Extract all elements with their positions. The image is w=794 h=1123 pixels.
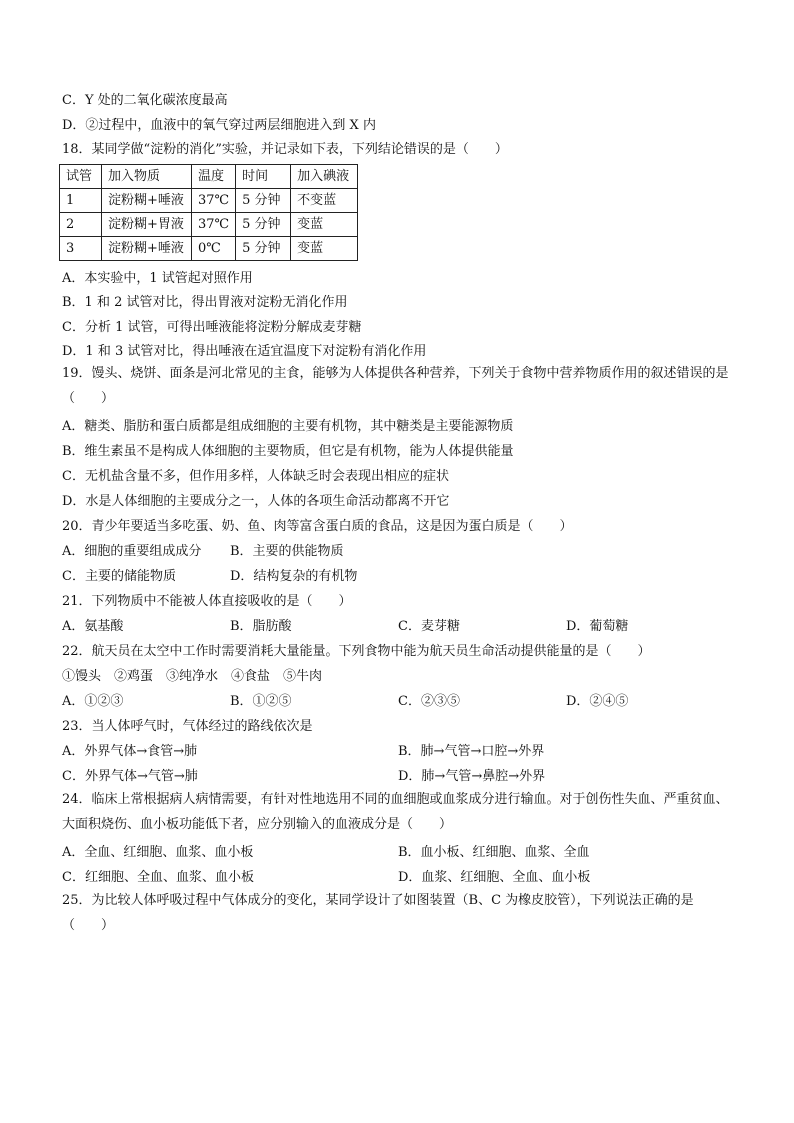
- table-header-row: [60, 165, 358, 189]
- q17-option-d: D．②过程中，血液中的氧气穿过两层细胞进入到 X 内: [62, 118, 376, 133]
- q19-option-b: B．维生素虽不是构成人体细胞的主要物质，但它是有机物，能为人体提供能量: [62, 444, 514, 459]
- q19-option-d: D．水是人体细胞的主要成分之一，人体的各项生命活动都离不开它: [62, 494, 450, 509]
- q23-option-c: C．外界气体→气管→肺: [62, 769, 198, 784]
- table-header-cell: 时间: [236, 165, 291, 189]
- q25-stem: 25．为比较人体呼吸过程中气体成分的变化，某同学设计了如图装置（B、C 为橡皮胶管），下列说法正确的是（ ）: [62, 893, 694, 933]
- q18-option-c: C．分析 1 试管，可得出唾液能将淀粉分解成麦芽糖: [62, 320, 362, 335]
- q22-options: [62, 693, 702, 711]
- q21-option-c: C．麦芽糖: [398, 619, 460, 634]
- q20-options-row1: [62, 543, 702, 561]
- q24-option-c: C．红细胞、全血、血浆、血小板: [62, 870, 254, 885]
- table-cell: 不变蓝: [291, 189, 358, 213]
- table-row: [60, 189, 358, 213]
- q19-option-c: C．无机盐含量不多，但作用多样，人体缺乏时会表现出相应的症状: [62, 469, 449, 484]
- q17-option-c: C．Y 处的二氧化碳浓度最高: [62, 93, 228, 108]
- table-cell: 5 分钟: [236, 213, 291, 237]
- table-cell: 淀粉糊+唾液: [102, 237, 192, 261]
- q18-experiment-table: [59, 164, 358, 261]
- table-cell: 37℃: [192, 189, 236, 213]
- q24-option-b: B．血小板、红细胞、血浆、全血: [398, 845, 590, 860]
- q20-options-row2: [62, 568, 702, 586]
- table-cell: 37℃: [192, 213, 236, 237]
- q22-stem: 22．航天员在太空中工作时需要消耗大量能量。下列食物中能为航天员生命活动提供能量的是（ ）: [62, 644, 651, 659]
- q24-option-d: D．血浆、红细胞、全血、血小板: [398, 870, 591, 885]
- q20-option-a: A．细胞的重要组成成分: [62, 544, 202, 559]
- q21-option-a: A．氨基酸: [62, 619, 124, 634]
- q22-option-b: B．①②⑤: [230, 694, 292, 709]
- table-cell: 5 分钟: [236, 189, 291, 213]
- q21-option-d: D．葡萄糖: [566, 619, 629, 634]
- q23-stem: 23．当人体呼气时，气体经过的路线依次是: [62, 719, 313, 734]
- q22-option-a: A．①②③: [62, 694, 124, 709]
- q24-options-row1: [62, 844, 702, 862]
- table-row: [60, 213, 358, 237]
- q18-option-a: A．本实验中，1 试管起对照作用: [62, 271, 253, 286]
- table-header-cell: 加入碘液: [291, 165, 358, 189]
- q20-option-c: C．主要的储能物质: [62, 569, 176, 584]
- table-row: [60, 237, 358, 261]
- q23-options-row1: [62, 743, 702, 761]
- table-cell: 2: [60, 213, 102, 237]
- table-cell: 淀粉糊+胃液: [102, 213, 192, 237]
- q21-options: [62, 618, 702, 636]
- q19-stem: 19．馒头、烧饼、面条是河北常见的主食，能够为人体提供各种营养，下列关于食物中营养物质作用的叙述错误的是（ ）: [62, 366, 729, 406]
- table-cell: 3: [60, 237, 102, 261]
- table-cell: 淀粉糊+唾液: [102, 189, 192, 213]
- q20-option-d: D．结构复杂的有机物: [230, 569, 358, 584]
- table-header-cell: 试管: [60, 165, 102, 189]
- q18-option-b: B．1 和 2 试管对比，得出胃液对淀粉无消化作用: [62, 295, 348, 310]
- q24-option-a: A．全血、红细胞、血浆、血小板: [62, 845, 254, 860]
- table-cell: 变蓝: [291, 237, 358, 261]
- q21-stem: 21．下列物质中不能被人体直接吸收的是（ ）: [62, 594, 352, 609]
- q20-option-b: B．主要的供能物质: [230, 544, 344, 559]
- q18-stem: 18．某同学做“淀粉的消化”实验，并记录如下表，下列结论错误的是（ ）: [62, 142, 508, 157]
- table-cell: 变蓝: [291, 213, 358, 237]
- q18-option-d: D．1 和 3 试管对比，得出唾液在适宜温度下对淀粉有消化作用: [62, 344, 427, 359]
- q22-option-c: C．②③⑤: [398, 694, 460, 709]
- q21-option-b: B．脂肪酸: [230, 619, 292, 634]
- table-cell: 1: [60, 189, 102, 213]
- q23-options-row2: [62, 768, 702, 786]
- table-cell: 5 分钟: [236, 237, 291, 261]
- q20-stem: 20．青少年要适当多吃蛋、奶、鱼、肉等富含蛋白质的食品，这是因为蛋白质是（ ）: [62, 519, 573, 534]
- q24-stem: 24．临床上常根据病人病情需要，有针对性地选用不同的血细胞或血浆成分进行输血。对于创伤性失血、严重贫血、大面积烧伤、血小板功能低下者，应分别输入的血液成分是（ ）: [62, 792, 729, 832]
- q22-items: ①馒头 ②鸡蛋 ③纯净水 ④食盐 ⑤牛肉: [62, 669, 323, 684]
- q23-option-d: D．肺→气管→鼻腔→外界: [398, 769, 546, 784]
- q24-options-row2: [62, 869, 702, 887]
- q22-option-d: D．②④⑤: [566, 694, 629, 709]
- q23-option-b: B．肺→气管→口腔→外界: [398, 744, 545, 759]
- table-cell: 0℃: [192, 237, 236, 261]
- q19-option-a: A．糖类、脂肪和蛋白质都是组成细胞的主要有机物，其中糖类是主要能源物质: [62, 419, 514, 434]
- table-header-cell: 温度: [192, 165, 236, 189]
- table-header-cell: 加入物质: [102, 165, 192, 189]
- q23-option-a: A．外界气体→食管→肺: [62, 744, 198, 759]
